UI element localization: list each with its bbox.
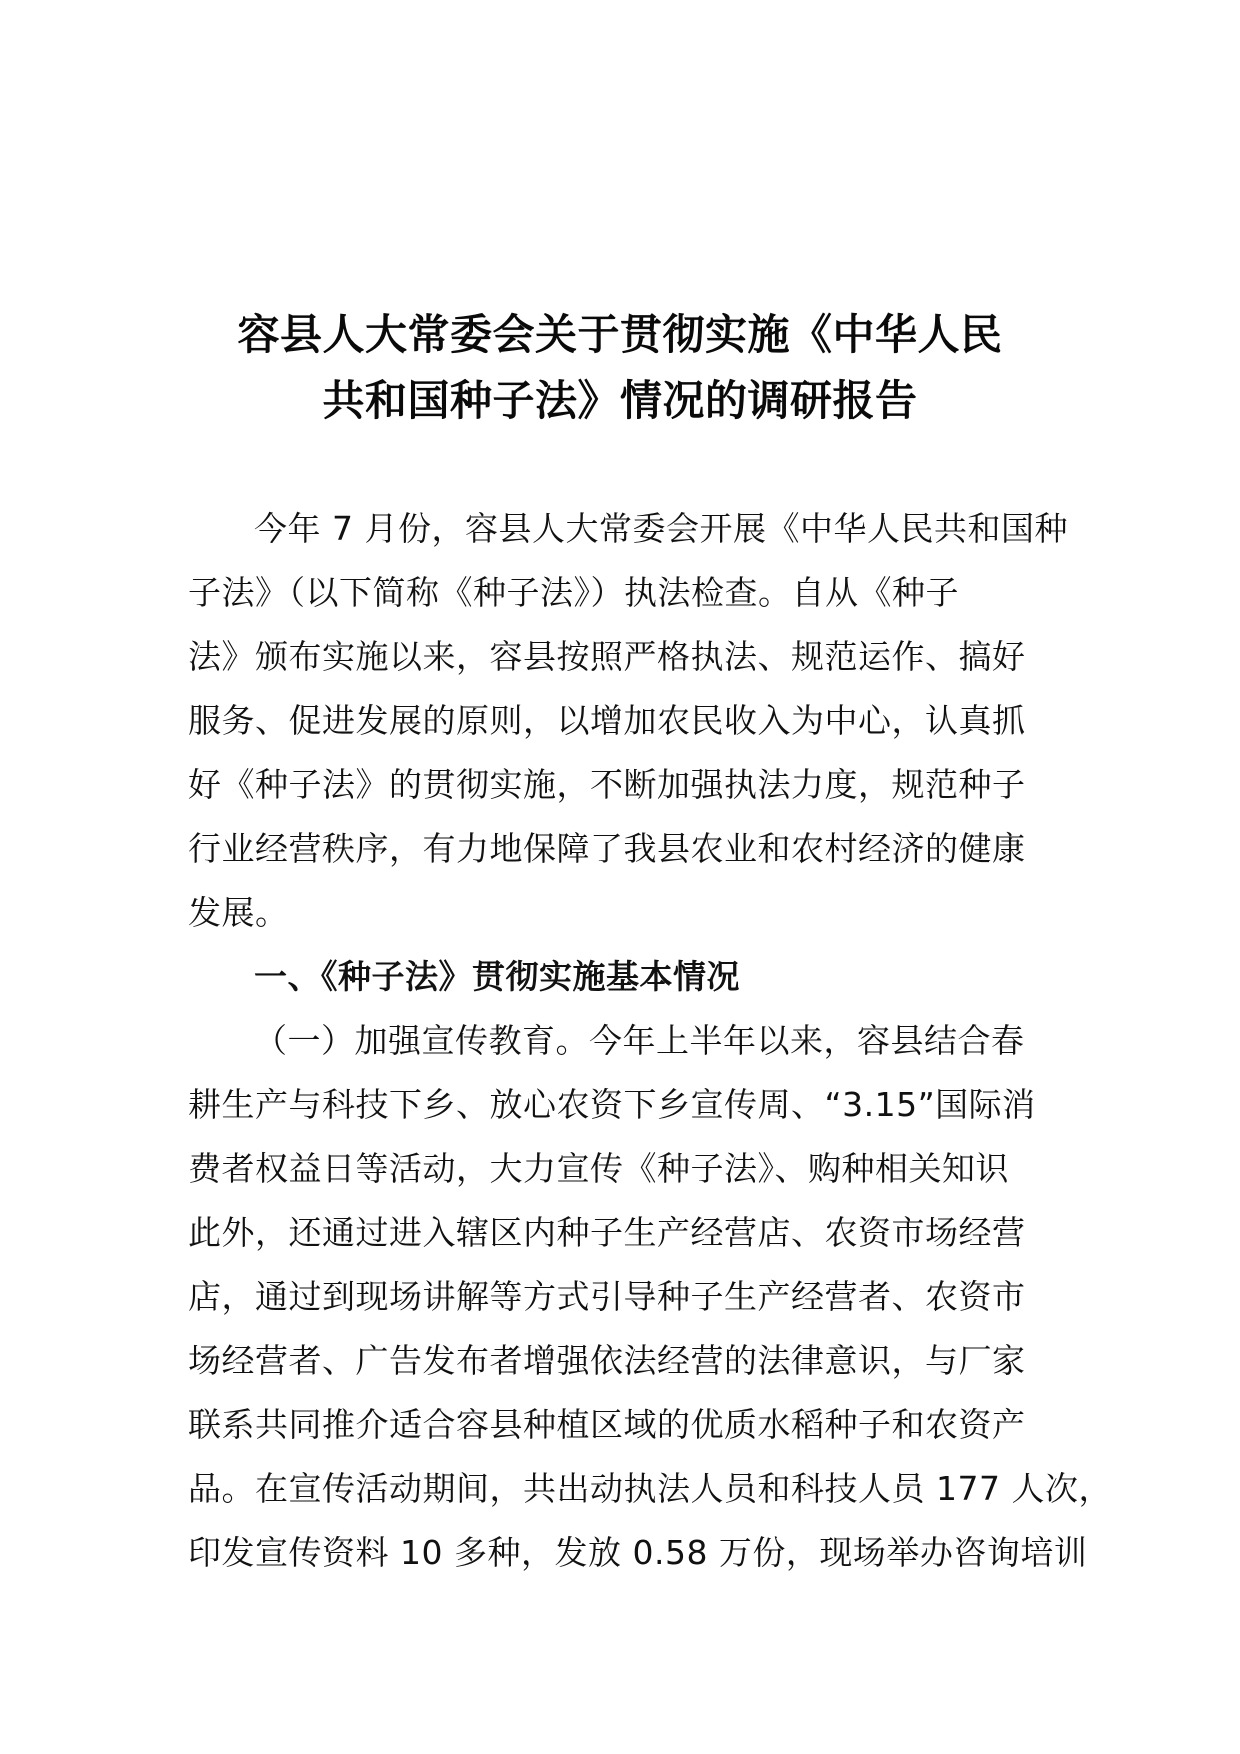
paragraph-line: 服务、促进发展的原则，以增加农民收入为中心，认真抓: [188, 701, 1026, 740]
section-heading: 一、《种子法》贯彻实施基本情况: [254, 957, 740, 996]
paragraph-line: 好《种子法》的贯彻实施，不断加强执法力度，规范种子: [188, 765, 1026, 804]
paragraph-line: 子法》（以下简称《种子法》）执法检查。自从《种子: [188, 573, 959, 612]
section-paragraph: [188, 1009, 1112, 1585]
paragraph-line: 场经营者、广告发布者增强依法经营的法律意识，与厂家: [188, 1341, 1026, 1380]
paragraph-line: （一）加强宣传教育。今年上半年以来，容县结合春: [254, 1021, 1025, 1060]
intro-paragraph: [188, 497, 1088, 945]
paragraph-line: 品。在宣传活动期间，共出动执法人员和科技人员 177 人次，: [188, 1469, 1112, 1508]
paragraph-line: 行业经营秩序，有力地保障了我县农业和农村经济的健康: [188, 829, 1026, 868]
document-body: [188, 497, 1112, 1585]
paragraph-line: 法》颁布实施以来，容县按照严格执法、规范运作、搞好: [188, 637, 1026, 676]
paragraph-line: 联系共同推介适合容县种植区域的优质水稻种子和农资产: [188, 1405, 1026, 1444]
title-line-2: 共和国种子法》情况的调研报告: [322, 376, 918, 425]
paragraph-line: 今年 7 月份，容县人大常委会开展《中华人民共和国种: [254, 509, 1068, 548]
paragraph-line: 发展。: [188, 893, 289, 932]
paragraph-line: 印发宣传资料 10 多种，发放 0.58 万份，现场举办咨询培训: [188, 1533, 1088, 1572]
title-line-1: 容县人大常委会关于贯彻实施《中华人民: [237, 310, 1003, 359]
paragraph-line: 此外，还通过进入辖区内种子生产经营店、农资市场经营: [188, 1213, 1026, 1252]
document-title: [150, 302, 1090, 434]
paragraph-line: 店，通过到现场讲解等方式引导种子生产经营者、农资市: [188, 1277, 1026, 1316]
paragraph-line: 费者权益日等活动，大力宣传《种子法》、购种相关知识: [188, 1149, 1009, 1188]
paragraph-line: 耕生产与科技下乡、放心农资下乡宣传周、“3.15”国际消: [188, 1085, 1036, 1124]
